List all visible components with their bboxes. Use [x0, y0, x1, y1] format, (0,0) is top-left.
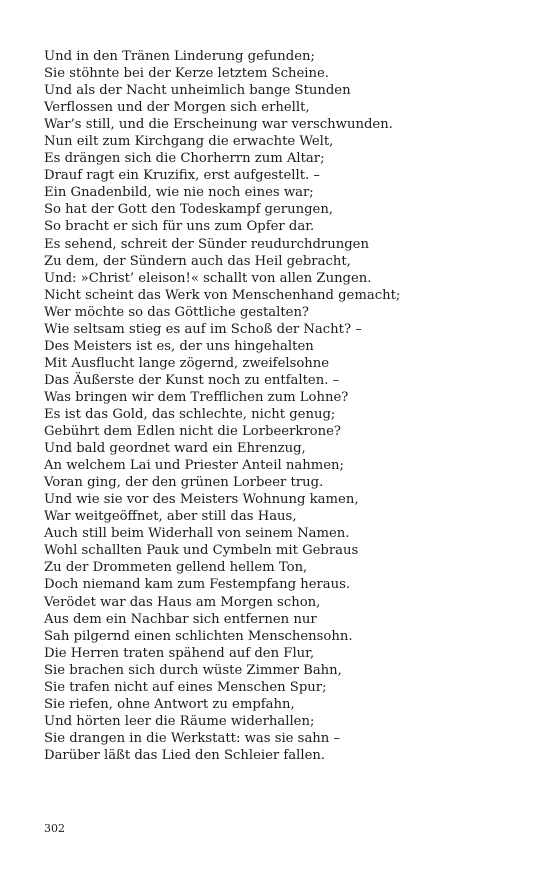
page-number: 302	[44, 822, 65, 835]
poem-line: War weitgeöffnet, aber still das Haus,	[44, 509, 297, 525]
poem-line: Es ist das Gold, das schlechte, nicht genug;	[44, 406, 336, 422]
poem-line: Ein Gnadenbild, wie nie noch eines war;	[44, 185, 314, 201]
poem-line: Doch niemand kam zum Festempfang heraus.	[44, 577, 351, 593]
poem-line: Verflossen und der Morgen sich erhellt,	[44, 100, 310, 116]
poem-line: Drauf ragt ein Kruzifix, erst aufgestellt. –	[44, 168, 320, 184]
poem-line: Es sehend, schreit der Sünder reudurchdrungen	[44, 236, 369, 252]
poem-line: Zu der Drommeten gellend hellem Ton,	[44, 560, 308, 576]
poem-line: Wie seltsam stieg es auf im Schoß der Nacht? –	[44, 321, 362, 337]
poem-line: Das Äußerste der Kunst noch zu entfalten. –	[44, 372, 340, 388]
poem-line: Wohl schallten Pauk und Cymbeln mit Gebraus	[44, 543, 359, 559]
poem-line: Es drängen sich die Chorherrn zum Altar;	[44, 151, 325, 167]
poem-line: An welchem Lai und Priester Anteil nahmen;	[44, 458, 344, 474]
poem-line: Nicht scheint das Werk von Menschenhand gemacht;	[44, 287, 401, 303]
poem-line: Darüber läßt das Lied den Schleier fallen.	[44, 747, 326, 763]
poem-line: Sie brachen sich durch wüste Zimmer Bahn,	[44, 662, 342, 678]
poem-line: Und als der Nacht unheimlich bange Stunden	[44, 83, 351, 99]
poem-line: Die Herren traten spähend auf den Flur,	[44, 645, 315, 661]
poem-line: Wer möchte so das Göttliche gestalten?	[44, 304, 310, 320]
poem-line: So bracht er sich für uns zum Opfer dar.	[44, 219, 315, 235]
poem-line: Sah pilgernd einen schlichten Menschensohn.	[44, 628, 353, 644]
poem-line: War’s still, und die Erscheinung war verschwunden.	[44, 117, 393, 133]
poem-line: Sie stöhnte bei der Kerze letztem Scheine.	[44, 66, 329, 82]
poem-line: Verödet war das Haus am Morgen schon,	[44, 594, 321, 610]
poem-line: Des Meisters ist es, der uns hingehalten	[44, 338, 314, 354]
poem-line: Zu dem, der Sündern auch das Heil gebracht,	[44, 253, 351, 269]
poem-line: Und: »Christ’ eleison!« schallt von allen Zungen.	[44, 270, 372, 286]
poem-line: Nun eilt zum Kirchgang die erwachte Welt,	[44, 134, 334, 150]
poem-line: Voran ging, der den grünen Lorbeer trug.	[44, 475, 324, 491]
poem-line: Sie drangen in die Werkstatt: was sie sahn –	[44, 730, 341, 746]
poem-line: Sie trafen nicht auf eines Menschen Spur;	[44, 679, 327, 695]
poem-line: Aus dem ein Nachbar sich entfernen nur	[44, 611, 317, 627]
poem-line: Was bringen wir dem Trefflichen zum Lohne?	[44, 389, 349, 405]
poem-line: Auch still beim Widerhall von seinem Namen.	[44, 526, 350, 542]
poem-line: So hat der Gott den Todeskampf gerungen,	[44, 202, 334, 218]
poem-line: Und wie sie vor des Meisters Wohnung kamen,	[44, 492, 359, 508]
poem-line: Sie riefen, ohne Antwort zu empfahn,	[44, 696, 295, 712]
poem-line: Und bald geordnet ward ein Ehrenzug,	[44, 441, 306, 457]
poem-line: Und hörten leer die Räume widerhallen;	[44, 713, 315, 729]
poem-text	[44, 48, 400, 764]
poem-line: Und in den Tränen Linderung gefunden;	[44, 49, 315, 64]
poem-line: Mit Ausflucht lange zögernd, zweifelsohne	[44, 355, 330, 371]
poem-line: Gebührt dem Edlen nicht die Lorbeerkrone?	[44, 424, 341, 440]
